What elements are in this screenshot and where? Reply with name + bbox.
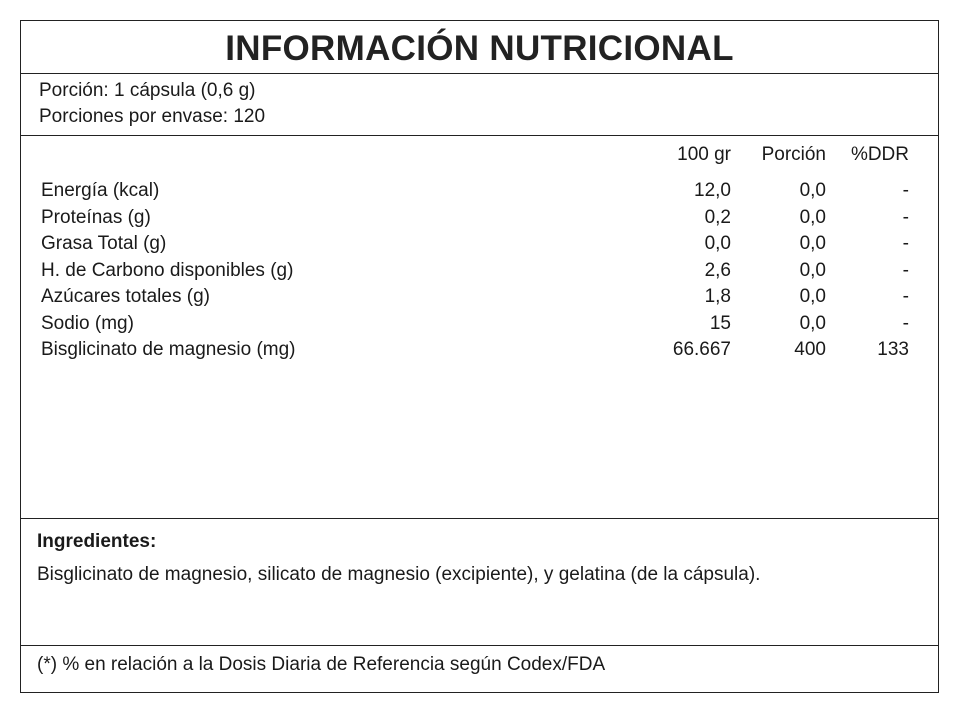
value-per-100g: 12,0 [694, 180, 731, 201]
servings-per-container: Porciones por envase: 120 [39, 106, 266, 127]
value-portion: 0,0 [799, 312, 826, 334]
value-per-100g: 66.667 [672, 339, 731, 360]
table-row [21, 311, 938, 338]
ingredients-heading: Ingredientes: [37, 531, 157, 552]
value-per-100g: 0,2 [704, 206, 731, 228]
page-title: INFORMACIÓN NUTRICIONAL [21, 21, 938, 74]
nutrient-name: Grasa Total (g) [41, 233, 167, 254]
table-row [21, 178, 938, 205]
value-per-100g: 2,6 [704, 259, 731, 281]
nutrient-name: Proteínas (g) [41, 206, 151, 228]
value-portion: 0,0 [799, 259, 826, 281]
header-portion: Porción [761, 144, 826, 165]
ingredients-section [21, 519, 938, 646]
value-ddr: - [902, 286, 909, 307]
footnote: (*) % en relación a la Dosis Diaria de Referencia según Codex/FDA [37, 654, 606, 675]
value-per-100g: 0,0 [704, 233, 731, 254]
table-row [21, 337, 938, 364]
header-per-100g: 100 gr [677, 144, 731, 165]
value-portion: 0,0 [799, 286, 826, 307]
value-per-100g: 1,8 [704, 286, 731, 307]
nutrition-facts-panel [20, 20, 939, 693]
value-ddr: - [902, 233, 909, 254]
nutrient-name: Azúcares totales (g) [41, 286, 210, 307]
table-row [21, 258, 938, 285]
value-ddr: - [902, 312, 909, 334]
value-ddr: - [902, 259, 909, 281]
nutrition-table [21, 136, 938, 519]
table-row [21, 205, 938, 232]
table-row [21, 284, 938, 311]
nutrient-name: Energía (kcal) [41, 180, 160, 201]
table-row [21, 231, 938, 258]
value-ddr: - [902, 206, 909, 228]
nutrient-name: H. de Carbono disponibles (g) [41, 259, 294, 281]
value-ddr: - [902, 180, 909, 201]
value-per-100g: 15 [709, 312, 731, 334]
value-portion: 0,0 [799, 233, 826, 254]
value-portion: 0,0 [799, 180, 826, 201]
serving-info [21, 74, 938, 136]
serving-size: Porción: 1 cápsula (0,6 g) [39, 80, 256, 101]
value-portion: 0,0 [799, 206, 826, 228]
value-ddr: 133 [877, 339, 909, 360]
header-ddr: %DDR [850, 144, 909, 165]
nutrient-name: Bisglicinato de magnesio (mg) [41, 339, 296, 360]
ingredients-text: Bisglicinato de magnesio, silicato de magnesio (excipiente), y gelatina (de la cápsula). [37, 564, 761, 585]
value-portion: 400 [794, 339, 826, 360]
nutrient-name: Sodio (mg) [41, 312, 134, 334]
